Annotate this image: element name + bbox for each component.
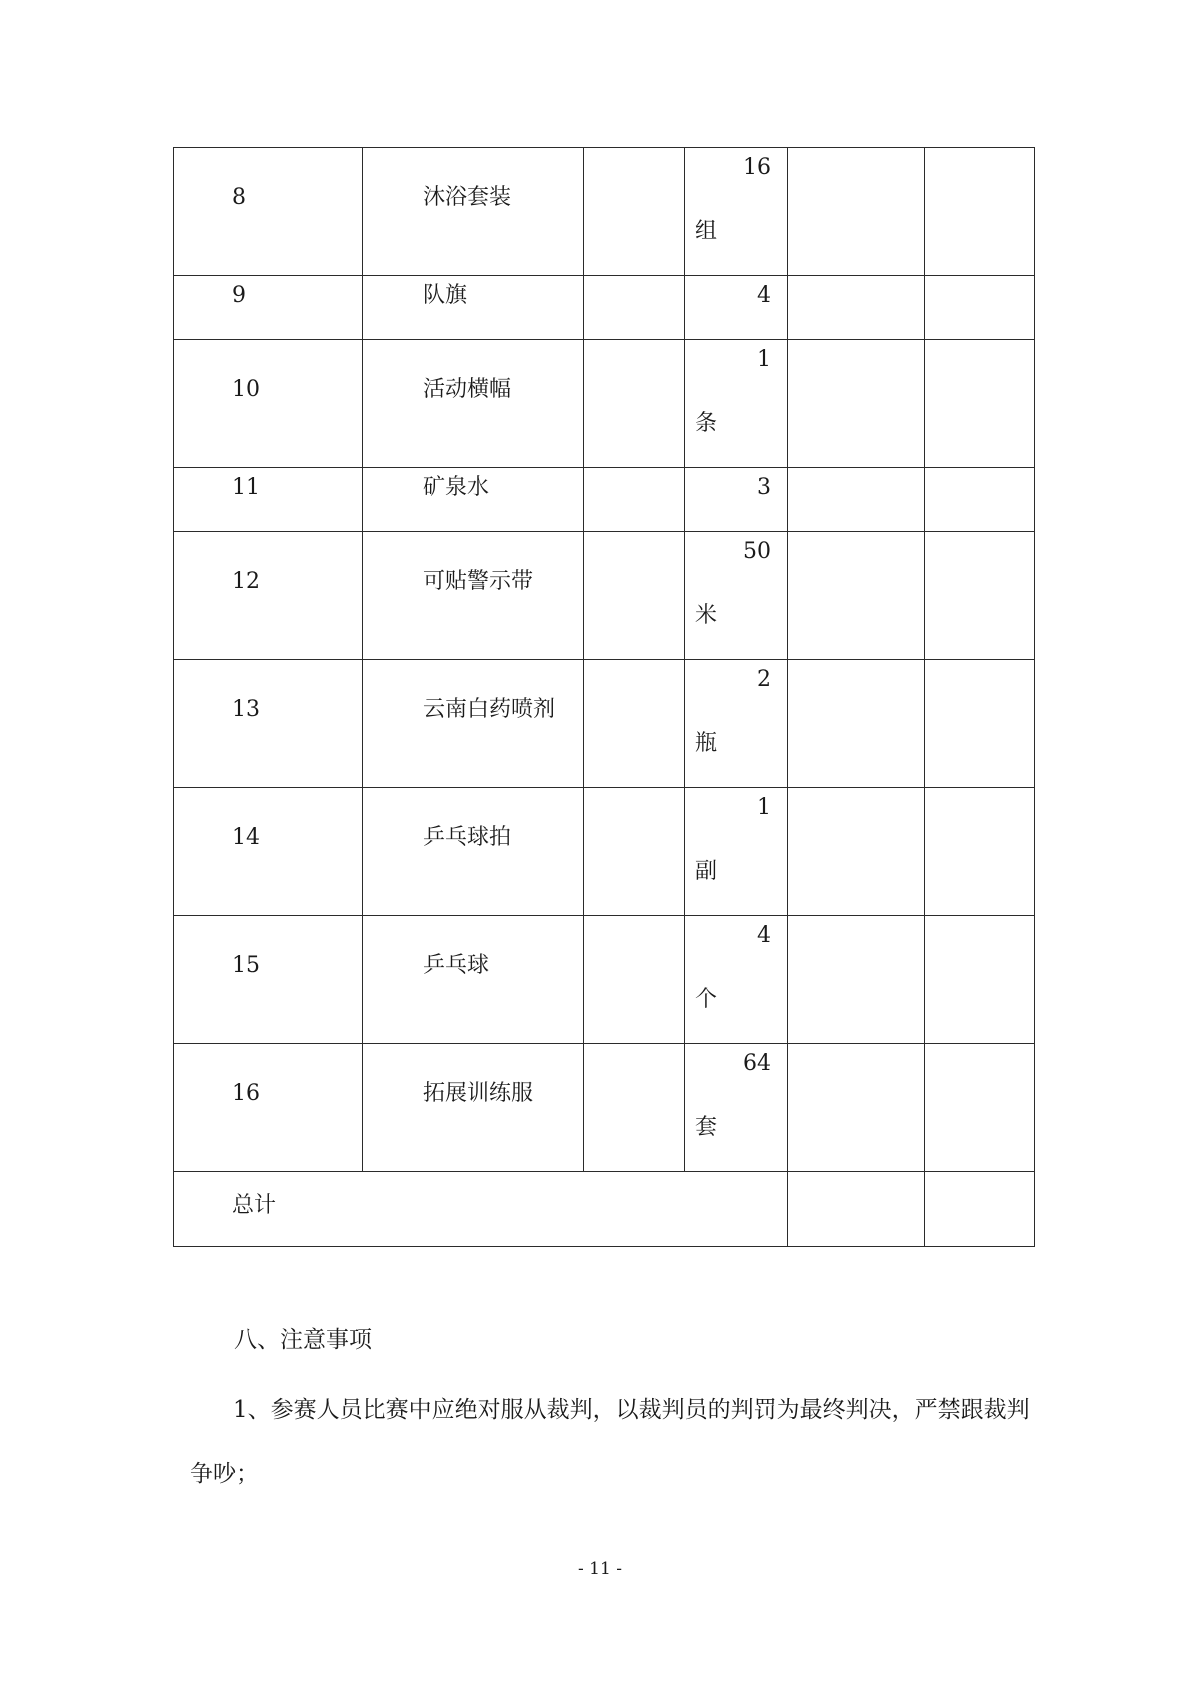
page-number: - 11 - bbox=[578, 1559, 622, 1579]
item-name: 队旗 bbox=[423, 283, 468, 308]
empty-cell bbox=[584, 1044, 685, 1172]
empty-cell bbox=[925, 788, 1035, 916]
quantity-cell bbox=[685, 1044, 788, 1172]
name-cell bbox=[363, 532, 584, 660]
row-index: 14 bbox=[232, 825, 260, 850]
item-quantity: 64 bbox=[743, 1051, 771, 1076]
item-unit: 瓶 bbox=[695, 731, 718, 756]
empty-cell bbox=[925, 532, 1035, 660]
name-cell bbox=[363, 340, 584, 468]
item-unit: 个 bbox=[695, 987, 718, 1012]
item-quantity: 2 bbox=[757, 667, 771, 692]
section-heading: 八、注意事项 bbox=[234, 1327, 372, 1353]
table-row bbox=[174, 660, 1035, 788]
item-quantity: 4 bbox=[757, 923, 771, 948]
table-row bbox=[174, 788, 1035, 916]
quantity-cell bbox=[685, 468, 788, 532]
name-cell bbox=[363, 276, 584, 340]
item-unit: 组 bbox=[695, 219, 718, 244]
index-cell bbox=[174, 660, 363, 788]
empty-cell bbox=[925, 148, 1035, 276]
empty-cell bbox=[925, 916, 1035, 1044]
quantity-cell bbox=[685, 276, 788, 340]
empty-cell bbox=[788, 468, 925, 532]
empty-cell bbox=[788, 1172, 925, 1247]
item-name: 可贴警示带 bbox=[423, 569, 534, 594]
empty-cell bbox=[584, 788, 685, 916]
item-quantity: 50 bbox=[743, 539, 771, 564]
empty-cell bbox=[584, 660, 685, 788]
empty-cell bbox=[584, 916, 685, 1044]
empty-cell bbox=[584, 468, 685, 532]
index-cell bbox=[174, 340, 363, 468]
index-cell bbox=[174, 468, 363, 532]
empty-cell bbox=[788, 660, 925, 788]
empty-cell bbox=[925, 468, 1035, 532]
empty-cell bbox=[925, 660, 1035, 788]
empty-cell bbox=[925, 276, 1035, 340]
empty-cell bbox=[584, 276, 685, 340]
empty-cell bbox=[788, 148, 925, 276]
empty-cell bbox=[788, 788, 925, 916]
empty-cell bbox=[925, 1172, 1035, 1247]
item-name: 沐浴套装 bbox=[423, 185, 512, 210]
section-paragraph: 1、参赛人员比赛中应绝对服从裁判，以裁判员的判罚为最终判决，严禁跟裁判争吵； bbox=[190, 1397, 1030, 1487]
supplies-table-body bbox=[174, 148, 1035, 1247]
index-cell bbox=[174, 148, 363, 276]
row-index: 9 bbox=[232, 283, 246, 308]
table-row bbox=[174, 148, 1035, 276]
index-cell bbox=[174, 276, 363, 340]
empty-cell bbox=[584, 532, 685, 660]
table-row bbox=[174, 532, 1035, 660]
row-index: 11 bbox=[232, 475, 260, 500]
item-unit: 米 bbox=[695, 603, 718, 628]
item-name: 活动横幅 bbox=[423, 377, 512, 402]
total-label-cell bbox=[174, 1172, 788, 1247]
quantity-cell bbox=[685, 788, 788, 916]
item-unit: 条 bbox=[695, 411, 718, 436]
row-index: 10 bbox=[232, 377, 260, 402]
item-name: 乒乓球拍 bbox=[423, 825, 512, 850]
total-label: 总计 bbox=[232, 1193, 277, 1218]
row-index: 16 bbox=[232, 1081, 260, 1106]
item-quantity: 16 bbox=[743, 155, 771, 180]
item-name: 乒乓球 bbox=[423, 953, 490, 978]
item-quantity: 3 bbox=[757, 475, 771, 500]
empty-cell bbox=[788, 1044, 925, 1172]
table-row bbox=[174, 916, 1035, 1044]
item-quantity: 4 bbox=[757, 283, 771, 308]
row-index: 12 bbox=[232, 569, 260, 594]
item-unit: 副 bbox=[695, 859, 718, 884]
quantity-cell bbox=[685, 660, 788, 788]
name-cell bbox=[363, 916, 584, 1044]
empty-cell bbox=[584, 148, 685, 276]
item-quantity: 1 bbox=[757, 347, 771, 372]
item-name: 矿泉水 bbox=[423, 475, 490, 500]
empty-cell bbox=[788, 532, 925, 660]
table-row bbox=[174, 276, 1035, 340]
quantity-cell bbox=[685, 148, 788, 276]
empty-cell bbox=[788, 340, 925, 468]
table-row bbox=[174, 340, 1035, 468]
name-cell bbox=[363, 468, 584, 532]
index-cell bbox=[174, 532, 363, 660]
row-index: 8 bbox=[232, 185, 246, 210]
name-cell bbox=[363, 660, 584, 788]
quantity-cell bbox=[685, 916, 788, 1044]
item-quantity: 1 bbox=[757, 795, 771, 820]
index-cell bbox=[174, 916, 363, 1044]
total-row bbox=[174, 1172, 1035, 1247]
name-cell bbox=[363, 788, 584, 916]
supplies-table bbox=[173, 147, 1035, 1247]
empty-cell bbox=[788, 916, 925, 1044]
name-cell bbox=[363, 1044, 584, 1172]
table-row bbox=[174, 468, 1035, 532]
index-cell bbox=[174, 1044, 363, 1172]
empty-cell bbox=[788, 276, 925, 340]
table-row bbox=[174, 1044, 1035, 1172]
empty-cell bbox=[584, 340, 685, 468]
empty-cell bbox=[925, 1044, 1035, 1172]
item-name: 拓展训练服 bbox=[423, 1081, 534, 1106]
quantity-cell bbox=[685, 532, 788, 660]
item-name: 云南白药喷剂 bbox=[423, 697, 556, 722]
row-index: 13 bbox=[232, 697, 260, 722]
row-index: 15 bbox=[232, 953, 260, 978]
index-cell bbox=[174, 788, 363, 916]
name-cell bbox=[363, 148, 584, 276]
empty-cell bbox=[925, 340, 1035, 468]
item-unit: 套 bbox=[695, 1115, 718, 1140]
quantity-cell bbox=[685, 340, 788, 468]
